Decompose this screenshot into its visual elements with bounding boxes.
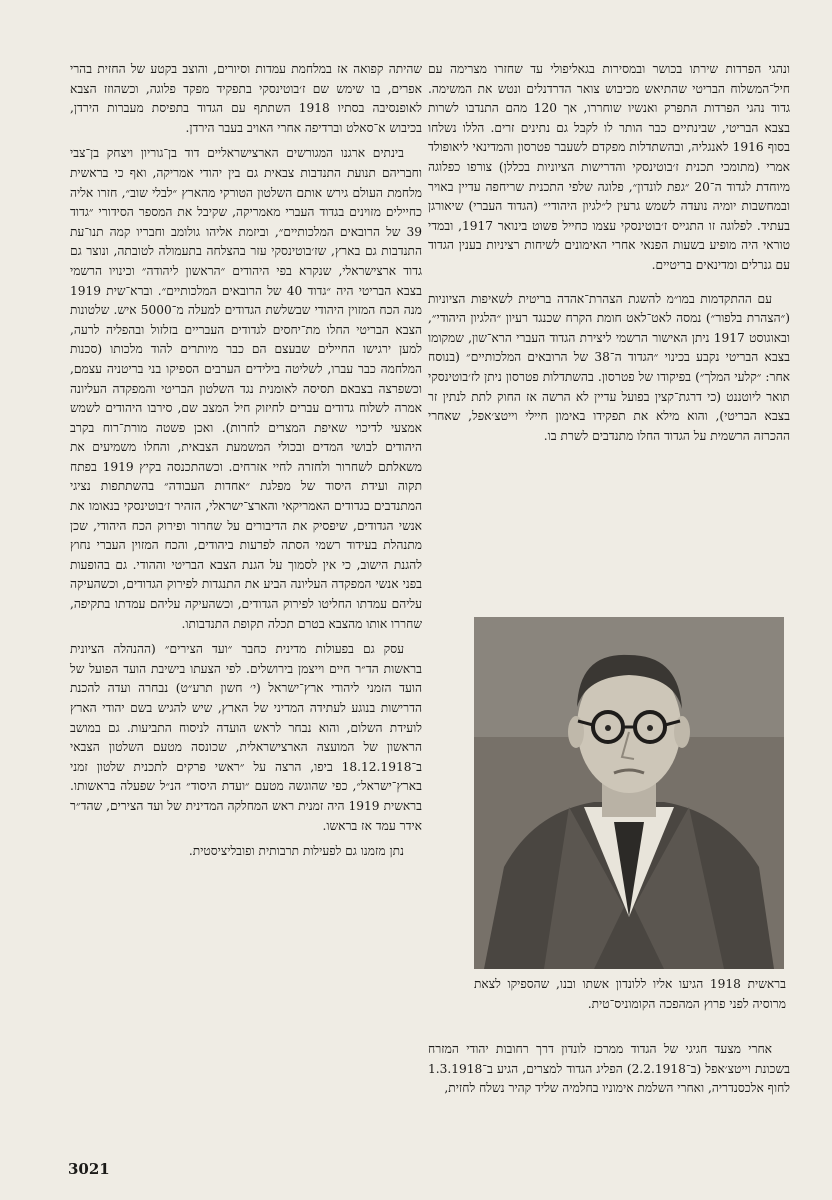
right-paragraph-1: ונהגי הפרדות שירתו בכושר ובמסירות בגאליפולי עד שחזרו מצרימה עם חיל־המשלוח הבריטי שהתיאש מכיבוש צואר הדרדנלים ונטש את המשימה. גדוד נהגי הפרדות התפרק ואנשיו שוחררו, אך 120 מהם התנדבו לשרות בצבא הבריטי, שבינתיים כבר הותר לו לקבל גם נתינים זרים. הללו נשלחו בסוף 1916 לאנגליה, ובהשתדלות מפקדם לשעבר פטרסון והמדינאי ליאופולד אמרי (מתומכי תכנית ז׳בוטינסקי והדרישות הציוניות בכללן) צורפו כפלוגה מיוחדת לגדוד ה־20 ״גפת לונדון״, פלוגה שלפי התכנית שריחפה עדיין באויר ובמחשבות יומיה נועדה לשמש גרעין ל״לגיון היהודי״ (הגדוד העברי) שיאורגן בעתיד. לפלוגה זו התגייס ז׳בוטינסקי עצמו כחייל פשוט בינואר 1917, ובמדי טוראי היה מופיע בשעות הפנאי אחרי האימונים לשיחות רציניות בענין הגדוד עם גנרלים ומדינאים בריטיים. [428,62,791,272]
right-column [428,60,790,452]
left-paragraph-3: עסק גם בפעולות מדינית כחבר ״ועד הצירים״ (ההנהלה הציונית בראשות הד״ר חיים וייצמן בירושלים. לפי הצעתו בישיבת הועד הפועל של הועד הזמני ליהודי ארץ־ישראל (י׳ חשון תרע״ט) נבחרה ועדה להכנת הדרישות בנוגע לעתידה המדיני של הארץ, שיש להגיש בשם יהודי הארץ לועידת השלום, והוא נבחר לראש הועדה לניסוח התביעות. גם במושב הראשון של המועצה הארצישראלית, שכונסה מטעם השלטון הצבאי ב־18.12.1918 ביפו, הרצה על ״ראשי פרקים לתכנית שלטון זמני בארץ־ישראל״, כפי שהוגשה מטעם ״ועדת היסוד״ הנ״ל שפעלה בראשותו. בראשית 1919 היה זמנית ראש המחלקה המדינית של ועד הצירים, שהד״ר אידר עמד אז בראשו. [70,642,422,833]
right-paragraph-2: עם ההתקדמות במו״מ להשגת הצהרת־אהדה בריטית לשאיפות הציוניות (״הצהרת בלפור״) נמסה לאט־לאט חומת הקרח שכנגד רעיון ״הלגיון היהודי״, ובאוגוסט 1917 ניתן האישור הרשמי ליצירת הגדוד העברי הרא־שון, שמקומו בצבא הבריטי נקבע בכינוי ״הגדוד ה־38 של הרובאים המלכותיים״ (בנוסח אחר: ״קלעי המלך״) בפיקודו של פטרסון. בהשתדלות פטרסון ניתן לז׳בוטינסקי תואר ליוטננט (כי דרגת־קצין בפועל עדיין לא הרשה אז החוק לתת לנתין זר בצבא הבריטי), והוא מילא את תפקידו באימון חיילי וייטצ׳אפל, שאחרי ההכרזה הרשמית על הגדוד החלו מתנדבים לשרת בו. [428,291,791,443]
right-paragraph-3: אחרי מצעד חגיגי של הגדוד ממרכז לונדון דרך רחובות יהודי המזרח בשכונת וייטצ׳אפל (ב־2.2.1918) הפליג הגדוד למצרים, הגיע ב־1.3.1918 לחוף אלכסנדריה, ואחרי השלמת אימוניו בחלמיה שליד קהיר נשלח לחזית, [428,1042,790,1096]
page-number: 3021 [68,1160,110,1178]
left-paragraph-2: בינתים ארגנו המגורשים הארצישראליים דוד בן־גוריון ויצחק בן־צבי וחבריהם תנועת התנדבות צבאית גם בין יהודי אמריקה, ואף כי בראשית מלחמת העולם גירש אותם השלטון הטורקי מהארץ ״לבלי שוב״, חזרו אליה כחיילים מזוינים בגדוד העברי מאמריקה, שקיבל את המספר הסידורי ״גדוד 39 של הרובאים המלכותיים״, וביזמת אליהו גולומב וחבריו קמה תנו־עת התנדבות גם בארץ, שז׳בוטינסקי עזר בהצלחה בתעמולה לטובתה, ונוצר גם גדוד ארצישראלי, שנקרא בפי היהודים ״הראשון ליהודה״ וכינויו הרשמי בצבא הבריטי היה ״גדוד 40 של הרובאים המלכותיים״. וברא־שית 1919 מנה הכח המזוין היהודי שבשלשת הגדודים למעלה מ־5000 איש. שלטונות הצבא הבריטי החלו מת־יחסים לגדודים העבריים בזלזול ובהפליה לרעה, למען ירגישו החיילים שבעצם הם כבר מיותרים להוד מלכותו (סכנות המלחמה כבר עברו, לשליטה בילידים הערבים הספיקו בני בריטניה עצמם, וכשפרצה בצבאם תסיסה לאומנית נגד השלטון הבריטי והמפקדה העליונה אמרה לשלוח גדודים עברים לחיזוק חיל המצב שם, סירבו היהודים לשמש אמצעי לדיכוי שאיפת המצרים לחרות). ואכן פשטה מורת־רוח בקרב היהודים לבושי המדים ובכולי המשמעת הצבאית, והחלו משמיעים את משאלתם לשחרור ולחזרה לחיי אזרחים. וכשהתכנסה בקיץ 1919 בפתח תקוה ועידת היסוד של מפלגת ״אחדות העבודה״ בהשתתפות נציגי המתנדבים בגדודים האמריקאי והארצ־ישראלי, הזהיר ז׳בוטינסקי בנאומו את אנשי הגדודים, שיפסיק את הדיבורים על שחרור ופירוק הכח היהודי, שכן מתנהלת בעידוד רשמי הסתה לפרעות ביהודים, והכח המזוין העברי נחוץ להגנת הישוב, כי אין לסמוך על הגנת הצבא הבריטי וההודי. גם בהופעות בפני אנשי המפקדה העליונה הביע את התנגדות לפירוק הגדודים, וכשהעיקה עליהם עמדתו החליטו לפירוק הגדודים, וכשהעיקה עליהם עמדתו בתקיפה, שחררו אותו מהצבא בטרם תכלה תקופת התנדבותו. [70,146,422,631]
left-paragraph-1: שהיתה קפואה אז במלחמת עמדות וסיורים, והוצב בקטע של החזית בהרי אפרים, בו שימש שם ז׳בוטינסקי בתפקיד מפקד פלוגה, וכשהוזז הצבא לאופנסיבה בסתיו 1918 השתתף עם הגדוד בתפיסת מעברות הירדן, בכיבוש א־סאלט וברדיפה אחרי האויב בעבר הירדן. [70,62,423,135]
left-paragraph-4: נתן מזמנו גם לפעילות תרבותית ופובליציסטית. [188,844,404,859]
portrait-illustration [474,617,784,969]
right-column-bottom [428,1040,790,1099]
left-column [70,60,422,868]
portrait-photo [474,617,784,969]
photo-caption: בראשית 1918 הגיעו אליו ללונדון אשתו ובנו, שהספיקו לצאת מרוסיה לפני פרוץ המהפכה הקומוניס־טית. [474,977,787,1011]
